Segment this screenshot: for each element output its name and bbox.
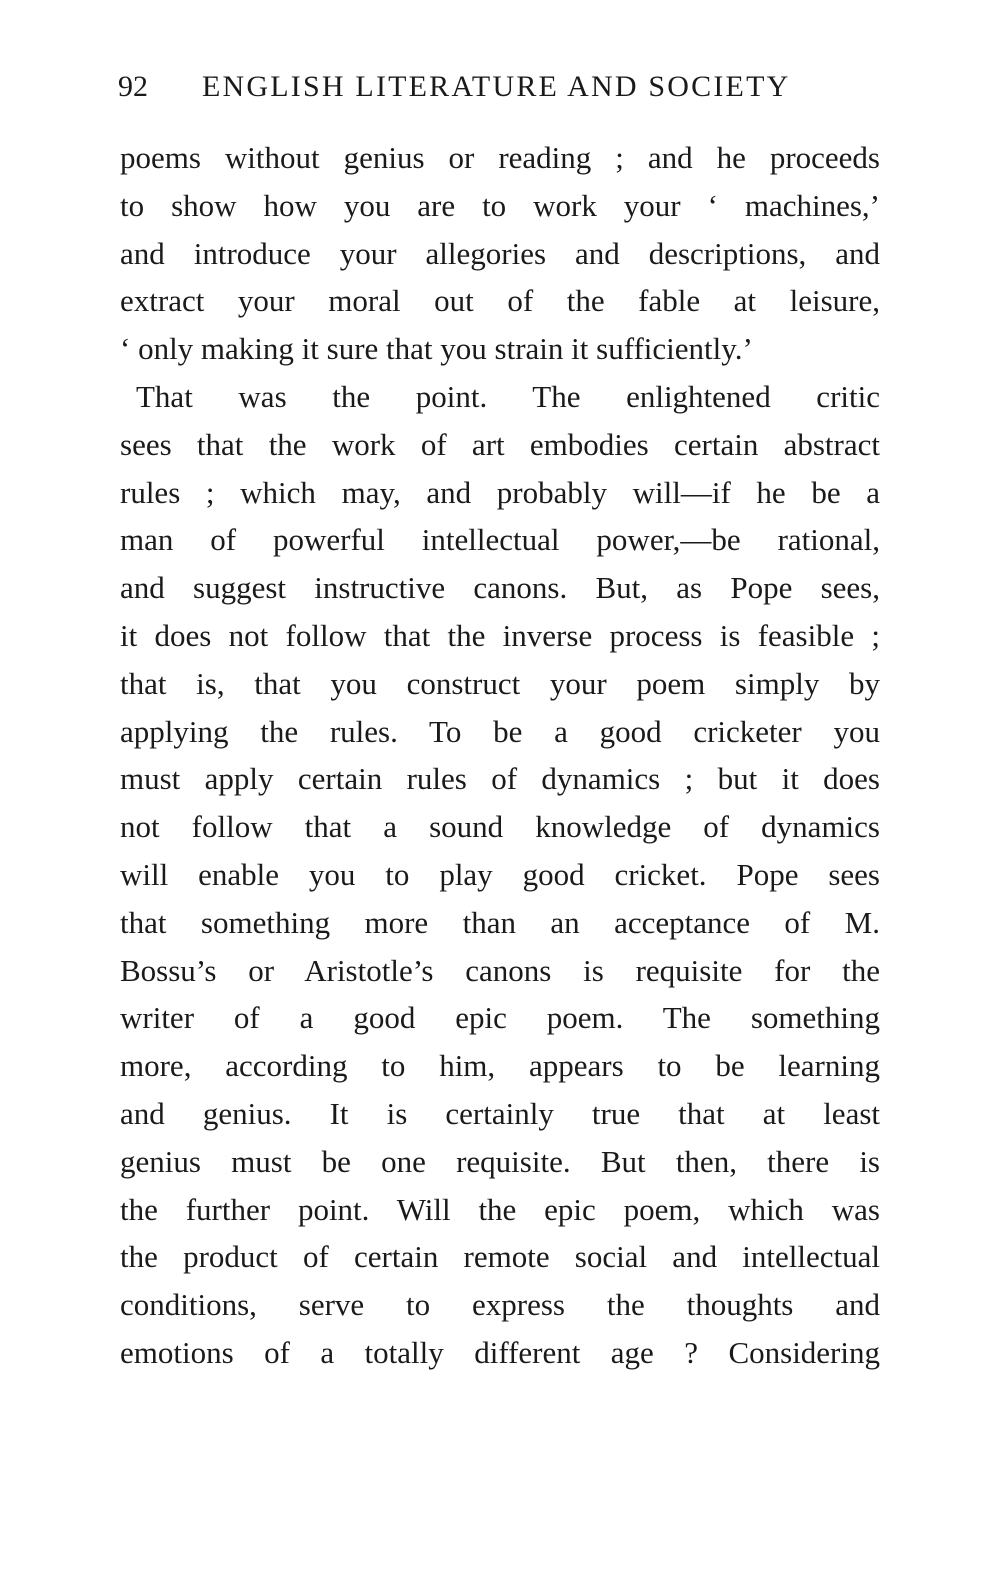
page-number: 92 xyxy=(118,70,148,103)
text-line: the further point. Will the epic poem, which was xyxy=(120,1191,880,1227)
text-line: applying the rules. To be a good cricketer you xyxy=(120,713,880,749)
text-line: it does not follow that the inverse process is feasible ; xyxy=(120,617,880,653)
running-head: ENGLISH LITERATURE AND SOCIETY xyxy=(202,70,791,103)
text-line: that something more than an acceptance of M. xyxy=(120,904,880,940)
text-line: must apply certain rules of dynamics ; but it does xyxy=(120,761,880,797)
text-line: will enable you to play good cricket. Pope sees xyxy=(120,856,880,892)
text-line: ‘ only making it sure that you strain it sufficiently.’ xyxy=(120,331,753,367)
text-line: and introduce your allegories and descriptions, and xyxy=(120,235,880,271)
text-line: rules ; which may, and probably will—if he be a xyxy=(120,474,880,510)
text-line: to show how you are to work your ‘ machines,’ xyxy=(120,187,880,223)
text-line: the product of certain remote social and intellectual xyxy=(120,1239,880,1275)
text-line: sees that the work of art embodies certain abstract xyxy=(120,426,880,462)
page-header xyxy=(118,66,882,110)
body-text xyxy=(120,134,880,1377)
text-line: genius must be one requisite. But then, there is xyxy=(120,1143,880,1179)
paragraph-first-line: That was the point. The enlightened critic xyxy=(136,378,880,414)
text-line: more, according to him, appears to be learning xyxy=(120,1048,880,1084)
text-line: emotions of a totally different age ? Considering xyxy=(120,1334,880,1370)
text-line: and suggest instructive canons. But, as Pope sees, xyxy=(120,570,880,606)
text-line: man of powerful intellectual power,—be rational, xyxy=(120,522,880,558)
text-line: and genius. It is certainly true that at least xyxy=(120,1095,880,1131)
text-line: extract your moral out of the fable at leisure, xyxy=(120,283,880,319)
text-line: conditions, serve to express the thoughts and xyxy=(120,1287,880,1323)
text-line: Bossu’s or Aristotle’s canons is requisite for the xyxy=(120,952,880,988)
text-line: not follow that a sound knowledge of dynamics xyxy=(120,809,880,845)
text-line: that is, that you construct your poem simply by xyxy=(120,665,880,701)
text-line: writer of a good epic poem. The something xyxy=(120,1000,880,1036)
text-line: poems without genius or reading ; and he proceeds xyxy=(120,140,880,175)
